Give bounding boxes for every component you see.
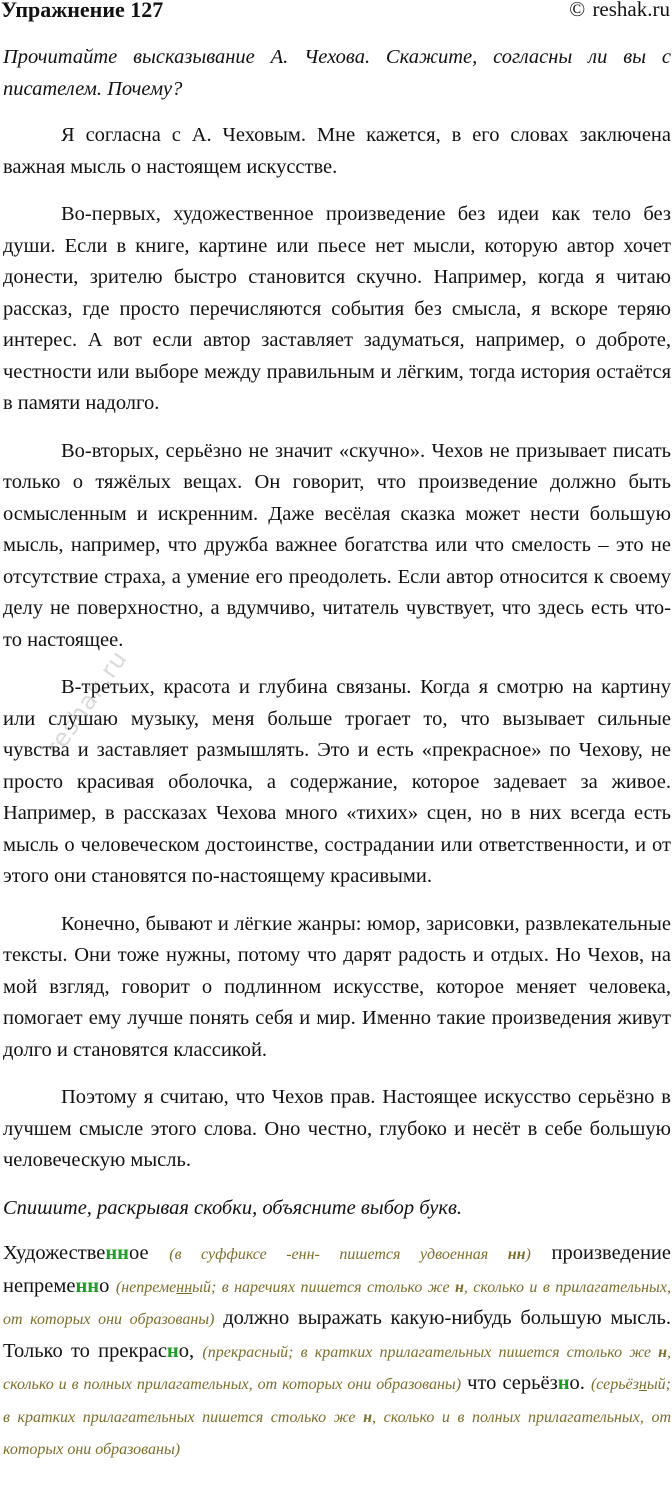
exercise-title: Упражнение 127 [1, 0, 164, 22]
task-instruction-1: Прочитайте высказывание А. Чехова. Скажите, согласны ли вы с писателем. Почему? [3, 46, 671, 100]
note-text: ) [525, 1246, 531, 1263]
highlighted-letters: н [166, 1339, 179, 1362]
task-instruction-2: Спишите, раскрывая скобки, объясните выбор букв. [3, 1196, 463, 1219]
note-text: , сколько и в прилагательных, от которых они образованы) [3, 1278, 671, 1328]
highlighted-letters: нн [105, 1242, 129, 1264]
paragraph-6: Поэтому я считаю, что Чехов прав. Настоящее искусство серьёзно в лучшем смысле этого слова. Оно честно, глубоко и несёт в себе большую человеческую мысль. [3, 1086, 671, 1171]
note-underlined: н [638, 1376, 647, 1393]
note-text: (серьёз [590, 1376, 639, 1393]
highlighted-letters: н [557, 1372, 570, 1394]
watermark: reshak.ru [40, 644, 133, 762]
page-header [0, 0, 672, 24]
site-credit [569, 0, 670, 22]
word-text: что серьёз [467, 1372, 558, 1394]
note-text: , сколько и в полных прилагательных, от которых они образованы) [3, 1343, 672, 1393]
note-text: (непреме [115, 1278, 177, 1296]
paragraph-4: В-третьих, красота и глубина связаны. Когда я смотрю на картину или слушаю музыку, меня больше трогает то, что вызывает сильные чувства и заставляет размышлять. Это и есть «прекрасное» по Чехову, не просто красивая оболочка, а содержание, которое задевает за живое. Например, в рассказах Чехова много «тихих» сцен, но в них всегда есть мысль о человеческом достоинстве, сострадании или ответственности, и от этого они становятся по-настоящему красивыми. [3, 676, 671, 887]
note-letters: н [363, 1408, 373, 1426]
note-text: ый; в наречиях пишется столько же [192, 1278, 455, 1296]
word-text: ое [128, 1242, 149, 1264]
paragraph-2: Во-первых, художественное произведение без идеи как тело без души. Если в книге, картине или пьесе нет мысли, которую автор хочет донести, зрителю быстро становится скучно. Например, когда я читаю рассказ, где просто перечисляются события без смысла, я вскоре теряю интерес. А вот если автор заставляет задуматься, например, о доброте, честности или выборе между правильным и лёгким, тогда история остаётся в памяти надолго. [3, 203, 671, 414]
explanation-note [169, 1246, 531, 1263]
word-text: произведение [551, 1242, 671, 1264]
note-text: , сколько и в полных прилагательных, от которых они образованы) [3, 1408, 671, 1458]
copyright-symbol: © [569, 0, 586, 21]
note-text: ый; в кратких прилагательных пишется столько же [3, 1376, 672, 1426]
site-name: reshak.ru [592, 0, 670, 21]
note-letters: н [658, 1343, 668, 1361]
note-letters: нн [507, 1246, 526, 1263]
note-letters: н [454, 1278, 464, 1296]
word-text: непреме [3, 1274, 76, 1297]
note-text: (в суффиксе -енн- пишется удвоенная [169, 1246, 508, 1263]
paragraph-1: Я согласна с А. Чеховым. Мне кажется, в его словах заключена важная мысль о настоящем искусстве. [3, 124, 671, 178]
note-underlined: нн [176, 1278, 193, 1296]
exercise-answer [3, 1238, 671, 1466]
highlighted-letters: нн [75, 1274, 100, 1297]
word-text: о, [178, 1339, 195, 1362]
note-text: (прекрасный; в кратких прилагательных пишется столько же [202, 1343, 659, 1361]
document-body [3, 42, 671, 1466]
word-text: о. [569, 1372, 585, 1394]
paragraph-3: Во-вторых, серьёзно не значит «скучно». Чехов не призывает писать только о тяжёлых вещах. Он говорит, что произведение должно быть осмысленным и искренним. Даже весёлая сказка может нести большую мысль, например, что дружба важнее богатства или что смелость – это не отсутствие страха, а умение его преодолеть. Если автор относится к своему делу не поверхностно, а вдумчиво, читатель чувствует, что здесь есть что-то настоящее. [3, 439, 671, 651]
word-text: Художестве [3, 1242, 106, 1264]
paragraph-5: Конечно, бывают и лёгкие жанры: юмор, зарисовки, развлекательные тексты. Они тоже нужны, потому что дарят радость и отдых. Но Чехов, на мой взгляд, говорит о подлинном искусстве, которое меняет человека, помогает ему лучше понять себя и мир. Именно такие произведения живут долго и становятся классикой. [3, 912, 671, 1061]
word-text: должно выражать какую-нибудь большую мысль. Только то прекрас [3, 1307, 671, 1362]
word-text: о [99, 1274, 110, 1297]
